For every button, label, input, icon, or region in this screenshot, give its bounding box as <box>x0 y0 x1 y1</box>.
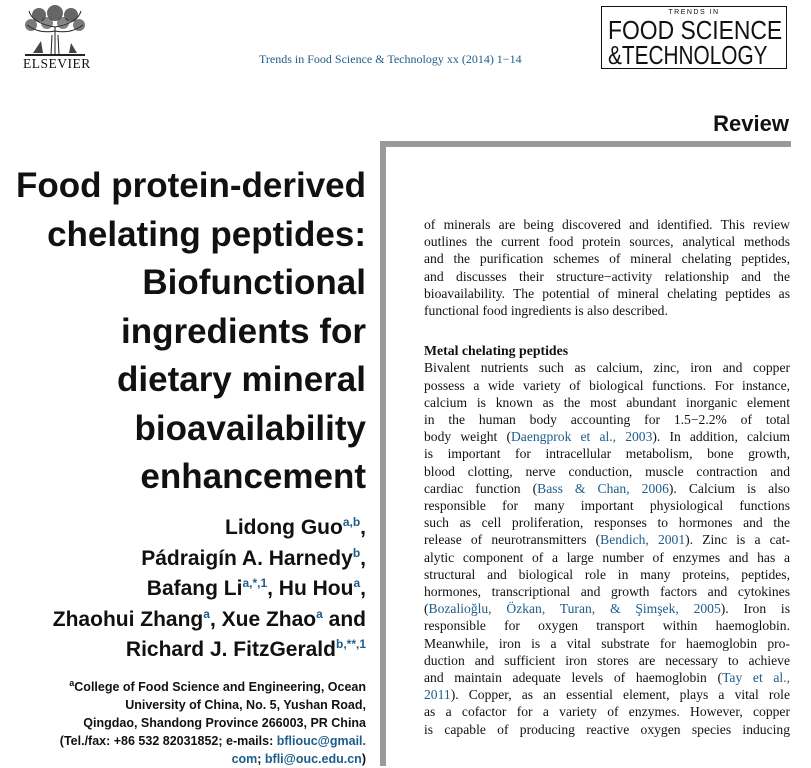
journal-reference[interactable]: Trends in Food Science & Technology xx (2014) 1−14 <box>259 52 522 66</box>
affiliation-line: University of China, No. 5, Yushan Road, <box>125 698 366 712</box>
body-line: in the human body accounting for 1.5−2.2% of total <box>424 412 790 428</box>
title-line: bioavailability <box>134 408 366 448</box>
citation-link[interactable]: Bass & Chan, 2006 <box>537 480 669 496</box>
body-text-span: ). Iron is <box>720 601 790 617</box>
citation-link[interactable]: Bendich, 2001 <box>600 532 686 548</box>
author-line <box>0 605 366 636</box>
title-line: ingredients for <box>120 311 366 351</box>
body-line: blood clotting, nerve conduction, muscle contraction and <box>424 463 790 479</box>
affiliation-marker[interactable]: a,b <box>342 515 361 529</box>
affiliation-marker[interactable]: a <box>353 576 361 590</box>
title-line: chelating peptides: <box>47 214 366 254</box>
article-title <box>0 162 366 502</box>
affiliation-line <box>0 732 366 750</box>
body-text-span: ). Calcium is also <box>668 480 790 496</box>
body-line: as a cofactor for a variety of enzymes. However, copper <box>424 704 790 720</box>
citation-link[interactable]: Daengprok et al., 2003 <box>510 429 653 445</box>
affiliation-marker[interactable]: a <box>316 606 323 621</box>
affiliation-text: ) <box>361 752 366 766</box>
body-line: structural and biological role in many proteins, peptides, <box>424 566 790 582</box>
affiliation-line: Qingdao, Shandong Province 266003, PR China <box>83 716 366 730</box>
author-name: Richard J. FitzGerald <box>125 638 336 661</box>
journal-logo-line1: FOOD SCIENCE <box>608 15 783 45</box>
author-name: , Hu Hou <box>267 577 354 600</box>
body-line: and the purification schemes of mineral chelating peptides, <box>424 251 790 267</box>
separator: and <box>322 607 366 631</box>
author-list <box>0 513 366 666</box>
body-line: alytic component of a large number of enzymes and has a <box>424 549 790 565</box>
journal-logo-line2: &TECHNOLOGY <box>608 40 768 70</box>
affiliation-block <box>0 678 366 768</box>
citation-link[interactable]: 2011 <box>424 687 451 703</box>
title-line: dietary mineral <box>117 360 366 399</box>
frame-divider-vertical <box>380 141 386 766</box>
author-name: Zhaohui Zhang <box>52 607 204 631</box>
body-line <box>424 669 790 686</box>
body-line: bioavailability. The potential of mineral chelating peptides as <box>424 285 790 301</box>
body-line: calcium is known as the most abundant inorganic element <box>424 394 790 410</box>
article-type-label: Review <box>713 111 789 136</box>
author-name: , Xue Zhao <box>209 607 317 631</box>
body-line: and discusses their structure−activity relationship and the <box>424 268 790 284</box>
affiliation-marker[interactable]: a <box>203 606 210 621</box>
body-text-span: and maintain adequate levels of haemoglobin ( <box>424 670 723 686</box>
body-line: such as cell proliferation, responses to hormones and the <box>424 515 790 531</box>
affiliation-line <box>0 750 366 768</box>
body-line <box>424 480 790 497</box>
body-line: is important for intracellular metabolism, bone growth, <box>424 446 790 462</box>
separator: , <box>360 546 366 570</box>
body-text <box>424 216 790 738</box>
affiliation-text: (Tel./fax: +86 532 82031852; e-mails: <box>59 734 277 748</box>
body-line: Meanwhile, iron is a vital substrate for haemoglobin pro- <box>424 635 790 651</box>
body-line: duction and sufficient iron stores are necessary to achieve <box>424 652 790 668</box>
separator: , <box>360 516 366 539</box>
citation-link[interactable]: Tay et al., <box>722 670 791 686</box>
body-line <box>424 428 790 445</box>
title-line: enhancement <box>140 457 366 496</box>
title-line: Food protein-derived <box>16 166 366 205</box>
affiliation-text: College of Food Science and Engineering, Ocean <box>74 680 366 694</box>
journal-logo-box <box>601 6 787 69</box>
email-link[interactable]: com <box>231 752 258 766</box>
body-line: outlines the current food protein sources, analytical methods <box>424 234 790 250</box>
body-text-span: release of neurotransmitters ( <box>424 532 601 548</box>
publisher-name: ELSEVIER <box>23 56 91 71</box>
body-line: possess a wide variety of biological functions. For instance, <box>424 377 790 393</box>
author-name: Bafang Li <box>146 577 243 600</box>
body-text-span: ). Copper, as an essential element, plays a vital role <box>450 687 790 703</box>
author-name: Lidong Guo <box>225 516 343 539</box>
citation-link[interactable]: Bozalioğlu, Özkan, Turan, & Şimşek, 2005 <box>428 601 721 617</box>
affiliation-sup: a <box>69 678 75 688</box>
author-line <box>0 513 366 544</box>
body-line: responsible for oxygen transport within haemoglobin. <box>424 618 790 634</box>
body-line <box>424 600 790 617</box>
body-line: is capable of producing reactive oxygen species inducing <box>424 721 790 737</box>
body-line: responsible for many important physiological functions <box>424 498 790 514</box>
body-text-span: ). In addition, calcium <box>652 429 791 445</box>
author-name: Pádraigín A. Harnedy <box>141 546 353 570</box>
body-line: Bivalent nutrients such as calcium, zinc, iron and copper <box>424 360 790 376</box>
journal-logo-small: TRENDS IN <box>668 9 720 16</box>
affiliation-marker[interactable]: a,*,1 <box>242 576 268 590</box>
body-text-span: ). Zinc is a cat- <box>685 532 791 548</box>
body-text-span: body weight ( <box>424 429 511 445</box>
body-text-span: cardiac function ( <box>424 480 538 496</box>
affiliation-marker[interactable]: b,**,1 <box>335 637 366 651</box>
affiliation-text: ; <box>257 752 265 766</box>
frame-divider-horizontal <box>380 141 791 147</box>
author-line <box>0 635 366 666</box>
body-line: hormones, transcriptional and growth factors and cytokines <box>424 584 790 600</box>
title-line: Biofunctional <box>142 263 366 302</box>
body-text-span: ( <box>424 601 429 617</box>
email-link[interactable]: bfli@ouc.edu.cn <box>264 752 362 766</box>
section-heading: Metal chelating peptides <box>424 343 569 359</box>
affiliation-line <box>0 678 366 696</box>
body-line <box>424 531 790 548</box>
email-link[interactable]: bfliouc@gmail. <box>276 734 366 748</box>
separator: , <box>360 577 366 600</box>
body-line: of minerals are being discovered and identified. This review <box>424 217 790 232</box>
body-line <box>424 686 790 703</box>
author-line <box>0 574 366 605</box>
body-line: functional food ingredients is also described. <box>424 303 668 319</box>
affiliation-marker[interactable]: b <box>352 545 361 560</box>
author-line <box>0 544 366 575</box>
